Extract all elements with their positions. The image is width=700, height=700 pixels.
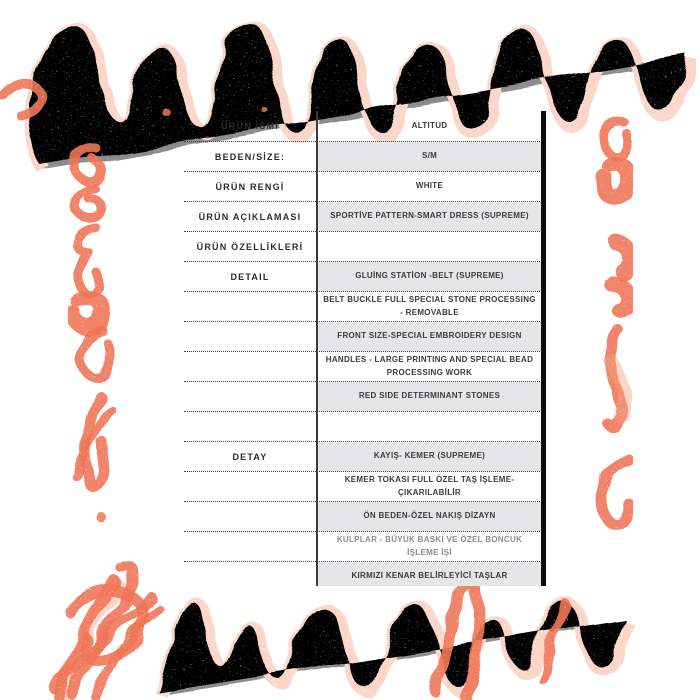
table-row [184,201,546,231]
row-value: KAYIŞ- KEMER (SUPREME) [318,442,541,471]
scribble-left [74,148,112,521]
scribble-right [600,122,630,527]
table-row [184,561,546,586]
row-value: S/M [318,142,541,171]
table-row [184,381,546,411]
product-info-table [184,111,546,586]
table-row [184,501,546,531]
row-value: GLUİNG STATİON -BELT (SUPREME) [318,262,541,291]
row-label: ÜRÜN İSMİ [221,121,279,131]
row-value: KIRMIZI KENAR BELİRLEYİCİ TAŞLAR [318,562,541,586]
row-label: ÜRÜN ÖZELLİKLERİ [196,241,304,252]
table-row [184,261,546,291]
row-value: KULPLAR - BÜYÜK BASKI VE ÖZEL BONCUK İŞLEME İŞİ [336,534,523,557]
row-value: ÖN BEDEN-ÖZEL NAKIŞ DİZAYN [318,502,541,531]
table-row [184,471,546,501]
row-value: SPORTİVE PATTERN-SMART DRESS (SUPREME) [318,202,541,231]
row-label: DETAY [232,451,268,462]
table-row [184,411,546,441]
table-row [184,321,546,351]
table-row [184,171,546,201]
table-right-edge-bar [541,111,546,586]
row-label [184,322,316,351]
row-label [184,292,316,321]
table-row [184,231,546,261]
row-label: BEDEN/SİZE: [214,151,286,162]
row-label: ÜRÜN RENGİ [215,181,285,192]
scribble-bottom [54,566,627,698]
row-value: HANDLES - LARGE PRINTING AND SPECIAL BEAD PROCESSING WORK [325,354,534,377]
row-label [184,472,316,501]
row-label [184,352,316,381]
row-label [184,412,316,441]
table-row [184,441,546,471]
table-row [184,111,546,141]
row-value: RED SIDE DETERMINANT STONES [318,382,541,411]
row-value [318,232,541,261]
row-value [318,412,541,441]
row-value: ALTITUD [411,120,448,130]
row-label: DETAIL [230,271,270,282]
row-label [184,502,316,531]
row-label: ÜRÜN AÇIKLAMASI [198,211,302,222]
table-row [184,141,546,171]
row-label [184,532,316,561]
table-row [184,531,546,561]
table-row [184,351,546,381]
row-value: BELT BUCKLE FULL SPECIAL STONE PROCESSING - REMOVABLE [323,294,536,317]
table-row [184,291,546,321]
row-label [184,382,316,411]
row-value: KEMER TOKASI FULL ÖZEL TAŞ İŞLEME- ÇIKARILABİLİR [344,474,515,497]
row-value: FRONT SIZE-SPECIAL EMBROIDERY DESIGN [318,322,541,351]
column-divider [316,111,318,586]
row-value: WHITE [415,181,444,191]
row-label [184,562,316,586]
